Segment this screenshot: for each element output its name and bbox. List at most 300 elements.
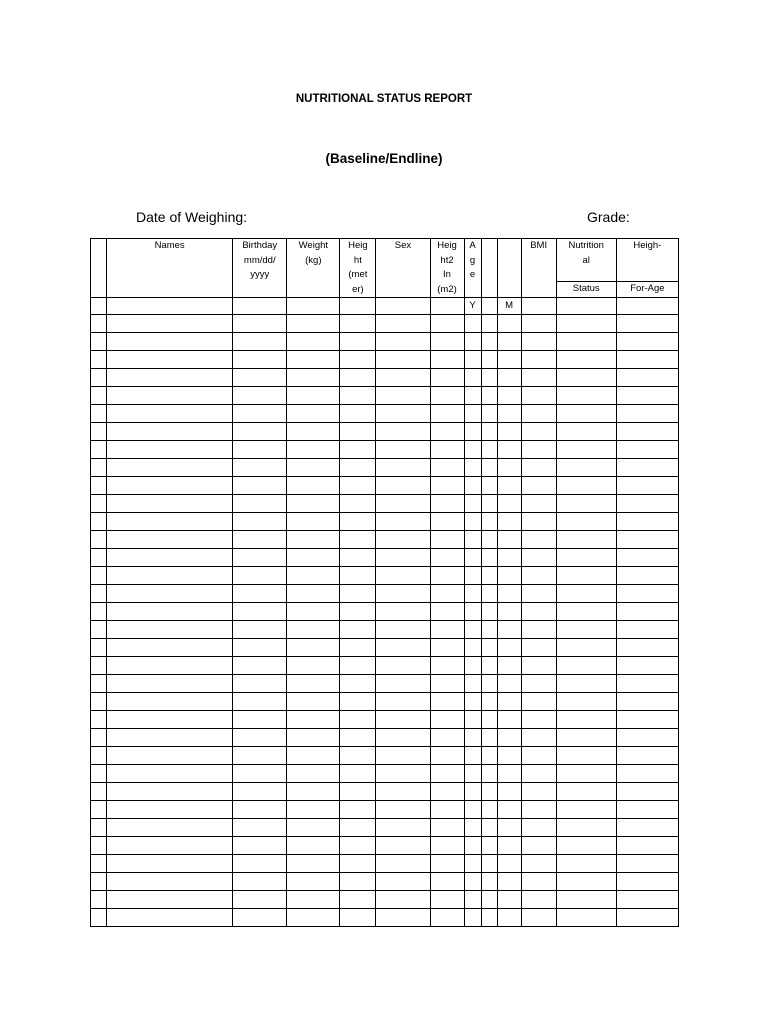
table-cell[interactable] (91, 567, 107, 585)
table-cell[interactable] (521, 711, 556, 729)
table-cell[interactable] (521, 441, 556, 459)
table-cell[interactable] (556, 783, 616, 801)
table-cell[interactable] (287, 657, 340, 675)
table-cell[interactable] (376, 567, 430, 585)
table-cell[interactable] (91, 585, 107, 603)
table-cell[interactable] (464, 837, 481, 855)
table-cell[interactable] (556, 351, 616, 369)
table-cell[interactable] (91, 495, 107, 513)
table-cell[interactable] (340, 333, 376, 351)
table-cell[interactable] (556, 693, 616, 711)
table-cell[interactable] (91, 513, 107, 531)
table-cell[interactable] (430, 459, 464, 477)
table-cell[interactable] (556, 585, 616, 603)
table-cell[interactable] (481, 855, 497, 873)
table-cell[interactable] (287, 387, 340, 405)
table-cell[interactable] (340, 765, 376, 783)
table-cell[interactable] (497, 513, 521, 531)
table-cell[interactable] (107, 423, 233, 441)
table-cell[interactable] (616, 477, 678, 495)
table-cell[interactable] (376, 405, 430, 423)
table-cell[interactable] (340, 675, 376, 693)
table-cell[interactable] (107, 693, 233, 711)
table-cell[interactable] (556, 891, 616, 909)
table-cell[interactable] (233, 531, 287, 549)
table-cell[interactable] (107, 513, 233, 531)
table-cell[interactable] (91, 531, 107, 549)
table-cell[interactable] (91, 909, 107, 927)
table-cell[interactable] (107, 891, 233, 909)
table-cell[interactable] (481, 513, 497, 531)
table-cell[interactable] (233, 837, 287, 855)
table-cell[interactable] (430, 549, 464, 567)
table-cell[interactable] (376, 387, 430, 405)
table-cell[interactable] (233, 495, 287, 513)
table-cell[interactable] (556, 837, 616, 855)
table-cell[interactable] (376, 747, 430, 765)
table-cell[interactable] (233, 801, 287, 819)
table-cell[interactable] (464, 639, 481, 657)
table-cell[interactable] (340, 693, 376, 711)
table-cell[interactable] (497, 315, 521, 333)
table-cell[interactable] (556, 873, 616, 891)
table-cell[interactable] (464, 441, 481, 459)
table-cell[interactable] (376, 585, 430, 603)
table-cell[interactable] (556, 369, 616, 387)
table-cell[interactable] (376, 765, 430, 783)
table-cell[interactable] (91, 837, 107, 855)
table-cell[interactable] (430, 711, 464, 729)
table-cell[interactable] (616, 675, 678, 693)
table-cell[interactable] (521, 837, 556, 855)
table-cell[interactable] (616, 801, 678, 819)
table-cell[interactable] (91, 765, 107, 783)
table-cell[interactable] (376, 855, 430, 873)
table-cell[interactable] (430, 441, 464, 459)
table-cell[interactable] (464, 495, 481, 513)
table-cell[interactable] (464, 855, 481, 873)
table-cell[interactable] (556, 855, 616, 873)
table-cell[interactable] (430, 675, 464, 693)
table-cell[interactable] (233, 621, 287, 639)
table-cell[interactable] (521, 513, 556, 531)
table-cell[interactable] (287, 855, 340, 873)
table-cell[interactable] (521, 603, 556, 621)
table-cell[interactable] (481, 477, 497, 495)
table-cell[interactable] (430, 747, 464, 765)
table-cell[interactable] (521, 639, 556, 657)
table-cell[interactable] (91, 603, 107, 621)
table-cell[interactable] (521, 855, 556, 873)
table-cell[interactable] (376, 783, 430, 801)
table-cell[interactable] (340, 801, 376, 819)
table-cell[interactable] (340, 855, 376, 873)
table-cell[interactable] (107, 783, 233, 801)
table-cell[interactable] (464, 819, 481, 837)
table-cell[interactable] (616, 549, 678, 567)
table-cell[interactable] (107, 621, 233, 639)
table-cell[interactable] (464, 657, 481, 675)
table-cell[interactable] (287, 333, 340, 351)
table-cell[interactable] (340, 891, 376, 909)
table-cell[interactable] (616, 387, 678, 405)
table-cell[interactable] (376, 477, 430, 495)
table-cell[interactable] (376, 891, 430, 909)
table-cell[interactable] (107, 315, 233, 333)
table-cell[interactable] (497, 909, 521, 927)
table-cell[interactable] (481, 351, 497, 369)
table-cell[interactable] (556, 711, 616, 729)
table-cell[interactable] (464, 909, 481, 927)
table-cell[interactable] (287, 549, 340, 567)
table-cell[interactable] (521, 531, 556, 549)
table-cell[interactable] (107, 873, 233, 891)
table-cell[interactable] (91, 549, 107, 567)
table-cell[interactable] (497, 621, 521, 639)
table-cell[interactable] (340, 549, 376, 567)
table-cell[interactable] (430, 891, 464, 909)
table-cell[interactable] (464, 531, 481, 549)
table-cell[interactable] (91, 657, 107, 675)
table-cell[interactable] (233, 693, 287, 711)
table-cell[interactable] (287, 567, 340, 585)
table-cell[interactable] (556, 405, 616, 423)
table-cell[interactable] (481, 711, 497, 729)
table-cell[interactable] (464, 621, 481, 639)
table-cell[interactable] (233, 315, 287, 333)
table-cell[interactable] (497, 495, 521, 513)
table-cell[interactable] (233, 567, 287, 585)
table-cell[interactable] (107, 765, 233, 783)
table-cell[interactable] (287, 423, 340, 441)
table-cell[interactable] (556, 531, 616, 549)
table-cell[interactable] (464, 585, 481, 603)
table-cell[interactable] (481, 585, 497, 603)
table-cell[interactable] (556, 567, 616, 585)
table-cell[interactable] (481, 531, 497, 549)
table-cell[interactable] (481, 693, 497, 711)
table-cell[interactable] (340, 369, 376, 387)
table-cell[interactable] (107, 585, 233, 603)
table-cell[interactable] (107, 405, 233, 423)
table-cell[interactable] (107, 639, 233, 657)
table-cell[interactable] (376, 459, 430, 477)
table-cell[interactable] (464, 459, 481, 477)
table-cell[interactable] (521, 873, 556, 891)
table-cell[interactable] (376, 873, 430, 891)
table-cell[interactable] (464, 747, 481, 765)
table-cell[interactable] (497, 531, 521, 549)
table-cell[interactable] (430, 423, 464, 441)
table-cell[interactable] (91, 477, 107, 495)
table-cell[interactable] (521, 657, 556, 675)
table-cell[interactable] (481, 783, 497, 801)
table-cell[interactable] (497, 657, 521, 675)
table-cell[interactable] (616, 603, 678, 621)
table-cell[interactable] (430, 585, 464, 603)
table-cell[interactable] (521, 765, 556, 783)
table-cell[interactable] (616, 351, 678, 369)
table-cell[interactable] (233, 441, 287, 459)
table-cell[interactable] (497, 369, 521, 387)
table-cell[interactable] (107, 837, 233, 855)
table-cell[interactable] (481, 819, 497, 837)
table-cell[interactable] (287, 477, 340, 495)
table-cell[interactable] (376, 675, 430, 693)
table-cell[interactable] (616, 333, 678, 351)
table-cell[interactable] (287, 837, 340, 855)
table-cell[interactable] (233, 513, 287, 531)
table-cell[interactable] (497, 693, 521, 711)
table-cell[interactable] (287, 351, 340, 369)
table-cell[interactable] (340, 873, 376, 891)
table-cell[interactable] (340, 423, 376, 441)
table-cell[interactable] (521, 333, 556, 351)
table-cell[interactable] (521, 621, 556, 639)
table-cell[interactable] (287, 783, 340, 801)
table-cell[interactable] (497, 441, 521, 459)
table-cell[interactable] (287, 873, 340, 891)
table-cell[interactable] (287, 675, 340, 693)
table-cell[interactable] (616, 711, 678, 729)
table-cell[interactable] (521, 891, 556, 909)
table-cell[interactable] (287, 315, 340, 333)
table-cell[interactable] (107, 441, 233, 459)
table-cell[interactable] (616, 873, 678, 891)
table-cell[interactable] (107, 747, 233, 765)
table-cell[interactable] (340, 531, 376, 549)
table-cell[interactable] (481, 873, 497, 891)
table-cell[interactable] (376, 333, 430, 351)
table-cell[interactable] (481, 621, 497, 639)
table-cell[interactable] (287, 729, 340, 747)
table-cell[interactable] (481, 657, 497, 675)
table-cell[interactable] (616, 657, 678, 675)
table-cell[interactable] (521, 747, 556, 765)
table-cell[interactable] (91, 423, 107, 441)
table-cell[interactable] (481, 801, 497, 819)
table-cell[interactable] (616, 405, 678, 423)
table-cell[interactable] (464, 369, 481, 387)
table-cell[interactable] (107, 603, 233, 621)
table-cell[interactable] (430, 873, 464, 891)
table-cell[interactable] (376, 729, 430, 747)
table-cell[interactable] (107, 657, 233, 675)
table-cell[interactable] (91, 783, 107, 801)
table-cell[interactable] (233, 477, 287, 495)
table-cell[interactable] (287, 819, 340, 837)
table-cell[interactable] (481, 675, 497, 693)
table-cell[interactable] (430, 819, 464, 837)
table-cell[interactable] (556, 495, 616, 513)
table-cell[interactable] (464, 873, 481, 891)
table-cell[interactable] (497, 405, 521, 423)
table-cell[interactable] (233, 549, 287, 567)
table-cell[interactable] (616, 423, 678, 441)
table-cell[interactable] (287, 513, 340, 531)
table-cell[interactable] (287, 441, 340, 459)
table-cell[interactable] (233, 657, 287, 675)
table-cell[interactable] (556, 909, 616, 927)
table-cell[interactable] (233, 873, 287, 891)
table-cell[interactable] (481, 459, 497, 477)
table-cell[interactable] (556, 333, 616, 351)
table-cell[interactable] (556, 657, 616, 675)
table-cell[interactable] (616, 495, 678, 513)
table-cell[interactable] (481, 837, 497, 855)
table-cell[interactable] (497, 819, 521, 837)
table-cell[interactable] (616, 441, 678, 459)
table-cell[interactable] (497, 459, 521, 477)
table-cell[interactable] (464, 675, 481, 693)
table-cell[interactable] (616, 837, 678, 855)
table-cell[interactable] (430, 333, 464, 351)
table-cell[interactable] (481, 747, 497, 765)
table-cell[interactable] (481, 639, 497, 657)
table-cell[interactable] (340, 585, 376, 603)
table-cell[interactable] (340, 441, 376, 459)
table-cell[interactable] (481, 603, 497, 621)
table-cell[interactable] (376, 801, 430, 819)
table-cell[interactable] (464, 783, 481, 801)
table-cell[interactable] (481, 567, 497, 585)
table-cell[interactable] (287, 801, 340, 819)
table-cell[interactable] (91, 441, 107, 459)
table-cell[interactable] (376, 441, 430, 459)
table-cell[interactable] (430, 531, 464, 549)
table-cell[interactable] (497, 855, 521, 873)
table-cell[interactable] (521, 819, 556, 837)
table-cell[interactable] (107, 477, 233, 495)
table-cell[interactable] (616, 729, 678, 747)
table-cell[interactable] (464, 729, 481, 747)
table-cell[interactable] (481, 315, 497, 333)
table-cell[interactable] (616, 585, 678, 603)
table-cell[interactable] (521, 315, 556, 333)
table-cell[interactable] (616, 909, 678, 927)
table-cell[interactable] (481, 423, 497, 441)
table-cell[interactable] (340, 603, 376, 621)
table-cell[interactable] (521, 351, 556, 369)
table-cell[interactable] (521, 387, 556, 405)
table-cell[interactable] (497, 549, 521, 567)
table-cell[interactable] (287, 459, 340, 477)
table-cell[interactable] (376, 657, 430, 675)
table-cell[interactable] (430, 567, 464, 585)
table-cell[interactable] (91, 333, 107, 351)
table-cell[interactable] (430, 477, 464, 495)
table-cell[interactable] (521, 369, 556, 387)
table-cell[interactable] (340, 711, 376, 729)
table-cell[interactable] (481, 765, 497, 783)
table-cell[interactable] (556, 477, 616, 495)
table-cell[interactable] (497, 387, 521, 405)
table-cell[interactable] (497, 351, 521, 369)
table-cell[interactable] (376, 711, 430, 729)
table-cell[interactable] (107, 369, 233, 387)
table-cell[interactable] (616, 819, 678, 837)
table-cell[interactable] (481, 333, 497, 351)
table-cell[interactable] (430, 369, 464, 387)
table-cell[interactable] (233, 369, 287, 387)
table-cell[interactable] (91, 675, 107, 693)
table-cell[interactable] (91, 351, 107, 369)
table-cell[interactable] (107, 729, 233, 747)
table-cell[interactable] (287, 639, 340, 657)
table-cell[interactable] (464, 801, 481, 819)
table-cell[interactable] (430, 783, 464, 801)
table-cell[interactable] (287, 909, 340, 927)
table-cell[interactable] (340, 909, 376, 927)
table-cell[interactable] (287, 693, 340, 711)
table-cell[interactable] (233, 387, 287, 405)
table-cell[interactable] (233, 675, 287, 693)
table-cell[interactable] (556, 441, 616, 459)
table-cell[interactable] (556, 729, 616, 747)
table-cell[interactable] (521, 495, 556, 513)
table-cell[interactable] (233, 459, 287, 477)
table-cell[interactable] (107, 675, 233, 693)
table-cell[interactable] (340, 837, 376, 855)
table-cell[interactable] (91, 459, 107, 477)
table-cell[interactable] (616, 765, 678, 783)
table-cell[interactable] (233, 765, 287, 783)
table-cell[interactable] (616, 369, 678, 387)
table-cell[interactable] (481, 729, 497, 747)
table-cell[interactable] (233, 405, 287, 423)
table-cell[interactable] (464, 477, 481, 495)
table-cell[interactable] (376, 495, 430, 513)
table-cell[interactable] (521, 801, 556, 819)
table-cell[interactable] (521, 405, 556, 423)
table-cell[interactable] (340, 819, 376, 837)
table-cell[interactable] (340, 405, 376, 423)
table-cell[interactable] (340, 351, 376, 369)
table-cell[interactable] (497, 729, 521, 747)
table-cell[interactable] (107, 351, 233, 369)
table-cell[interactable] (497, 585, 521, 603)
table-cell[interactable] (430, 351, 464, 369)
table-cell[interactable] (556, 459, 616, 477)
table-cell[interactable] (376, 909, 430, 927)
table-cell[interactable] (376, 603, 430, 621)
table-cell[interactable] (91, 801, 107, 819)
table-cell[interactable] (287, 603, 340, 621)
table-cell[interactable] (497, 765, 521, 783)
table-cell[interactable] (497, 783, 521, 801)
table-cell[interactable] (616, 621, 678, 639)
table-cell[interactable] (340, 459, 376, 477)
table-cell[interactable] (233, 855, 287, 873)
table-cell[interactable] (616, 747, 678, 765)
table-cell[interactable] (233, 783, 287, 801)
table-cell[interactable] (107, 549, 233, 567)
table-cell[interactable] (521, 909, 556, 927)
table-cell[interactable] (107, 459, 233, 477)
table-cell[interactable] (287, 495, 340, 513)
table-cell[interactable] (481, 369, 497, 387)
table-cell[interactable] (556, 603, 616, 621)
table-cell[interactable] (430, 315, 464, 333)
table-cell[interactable] (521, 423, 556, 441)
table-cell[interactable] (430, 657, 464, 675)
table-cell[interactable] (340, 477, 376, 495)
table-cell[interactable] (430, 387, 464, 405)
table-cell[interactable] (556, 747, 616, 765)
table-cell[interactable] (464, 549, 481, 567)
table-cell[interactable] (556, 639, 616, 657)
table-cell[interactable] (430, 603, 464, 621)
